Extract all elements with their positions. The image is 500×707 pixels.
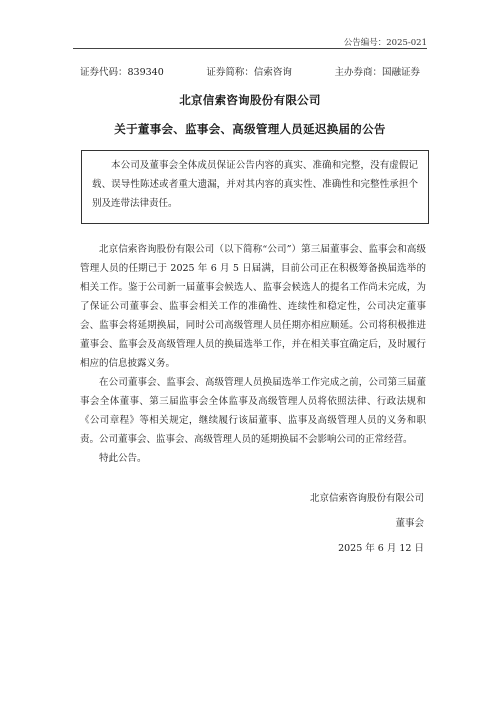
body-paragraph-1: 北京信索咨询股份有限公司（以下简称“公司”）第三届董事会、监事会和高级管理人员的任期已于 2025 年 6 月 5 日届满，目前公司正在积极筹备换届选举的相关工作。鉴于公司新一届董事会候选人、监事会候选人的提名工作尚未完成，为了保证公司董事会、监事会相关工作的准确性、连续性和稳定性，公司决定董事会、监事会将延期换届，同时公司高级管理人员任期亦相应顺延。公司将积极推进董事会、监事会及高级管理人员的换届选举工作，并在相关事宜确定后，及时履行相应的信息披露义务。 — [80, 244, 426, 369]
company-title: 北京信索咨询股份有限公司 — [179, 93, 321, 107]
security-short-name: 证券简称：信索咨询 — [206, 67, 292, 78]
signature-company: 北京信索咨询股份有限公司 — [309, 493, 424, 504]
body-paragraph-3: 特此公告。 — [99, 453, 147, 464]
sponsor-broker: 主办券商：国融证券 — [334, 67, 420, 78]
signature-block — [310, 489, 424, 564]
security-info-row — [80, 64, 420, 78]
security-code: 证券代码：839340 — [80, 67, 164, 78]
signature-board: 董事会 — [395, 518, 424, 529]
notice-title: 关于董事会、监事会、高级管理人员延迟换届的公告 — [114, 122, 386, 136]
header-divider — [73, 48, 427, 49]
announcement-number: 公告编号：2025-021 — [343, 38, 427, 48]
announcement-body — [80, 240, 426, 468]
signature-date: 2025 年 6 月 12 日 — [338, 543, 424, 554]
body-paragraph-2: 在公司董事会、监事会、高级管理人员换届选举工作完成之前，公司第三届董事会全体董事、第三届监事会全体监事及高级管理人员将依照法律、行政法规和《公司章程》等相关规定，继续履行该届董事、监事及高级管理人员的义务和职责。公司董事会、监事会、高级管理人员的延期换届不会影响公司的正常经营。 — [80, 377, 426, 445]
disclaimer-box: 本公司及董事会全体成员保证公告内容的真实、准确和完整，没有虚假记载、误导性陈述或者重大遗漏，并对其内容的真实性、准确性和完整性承担个别及连带法律责任。 — [81, 150, 429, 224]
